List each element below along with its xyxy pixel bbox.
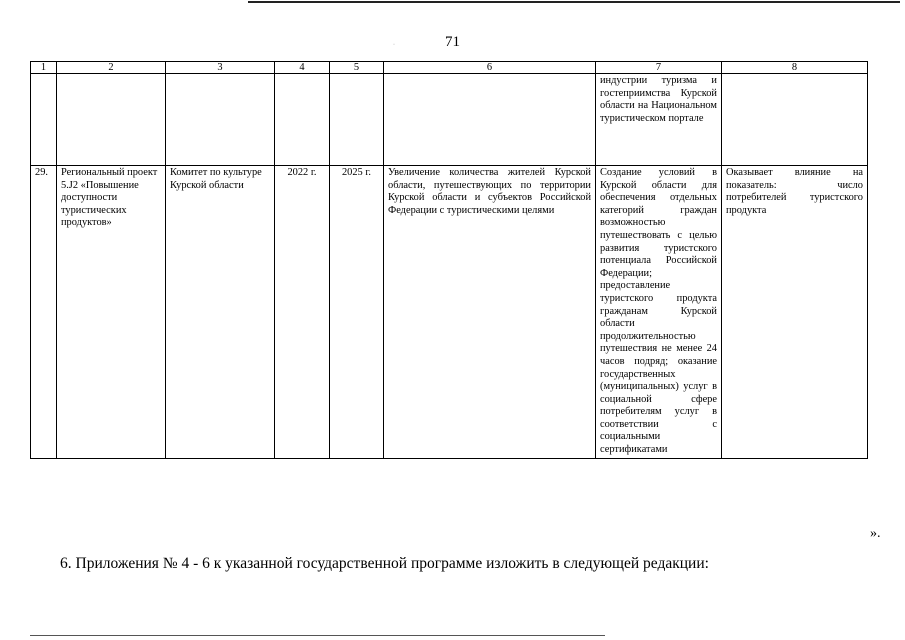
table-cell: [722, 74, 868, 166]
project-name-cell: Региональный проект 5.J2 «Повышение доступности туристических продуктов»: [57, 166, 166, 459]
measures-cell-continued: индустрии туризма и гостеприимства Курской области на Национальном туристическом портале: [596, 74, 722, 166]
responsible-cell: Комитет по культуре Курской области: [166, 166, 275, 459]
column-header: 4: [275, 62, 330, 74]
column-header: 1: [31, 62, 57, 74]
table-row-29: [31, 166, 868, 459]
column-header: 7: [596, 62, 722, 74]
table-cell: [275, 74, 330, 166]
expected-result-cell: Увеличение количества жителей Курской области, путешествующих по территории Курской области и субъектов Российской Федерации с туристическими целями: [384, 166, 596, 459]
page-number: 71: [445, 34, 460, 50]
table-cell: [330, 74, 384, 166]
indicator-cell: Оказывает влияние на показатель: число потребителей туристского продукта: [722, 166, 868, 459]
table-cell: [384, 74, 596, 166]
table-cell: [31, 74, 57, 166]
closing-quote: ».: [870, 526, 881, 541]
bottom-rule: [30, 635, 605, 636]
end-year-cell: 2025 г.: [330, 166, 384, 459]
column-header: 8: [722, 62, 868, 74]
scan-speck: ·: [393, 42, 395, 48]
table-header-row: [31, 62, 868, 74]
row-number-cell: 29.: [31, 166, 57, 459]
column-header: 5: [330, 62, 384, 74]
column-header: 6: [384, 62, 596, 74]
table-cell: [166, 74, 275, 166]
table-row-continuation: [31, 74, 868, 166]
column-header: 2: [57, 62, 166, 74]
program-table: [30, 61, 868, 459]
table-cell: [57, 74, 166, 166]
start-year-cell: 2022 г.: [275, 166, 330, 459]
column-header: 3: [166, 62, 275, 74]
amendment-paragraph: 6. Приложения № 4 - 6 к указанной государственной программе изложить в следующей редакции:: [60, 555, 709, 572]
measures-cell: Создание условий в Курской области для обеспечения отдельных категорий граждан возможностью путешествовать с целью развития туристского потенциала Российской Федерации; предоставление туристского продукта гражданам Курской области продолжительностью путешествия не менее 24 часов подряд; оказание государственных (муниципальных) услуг в социальной сфере потребителям услуг в соответствии с социальными сертификатами: [596, 166, 722, 459]
top-rule: [248, 1, 900, 3]
